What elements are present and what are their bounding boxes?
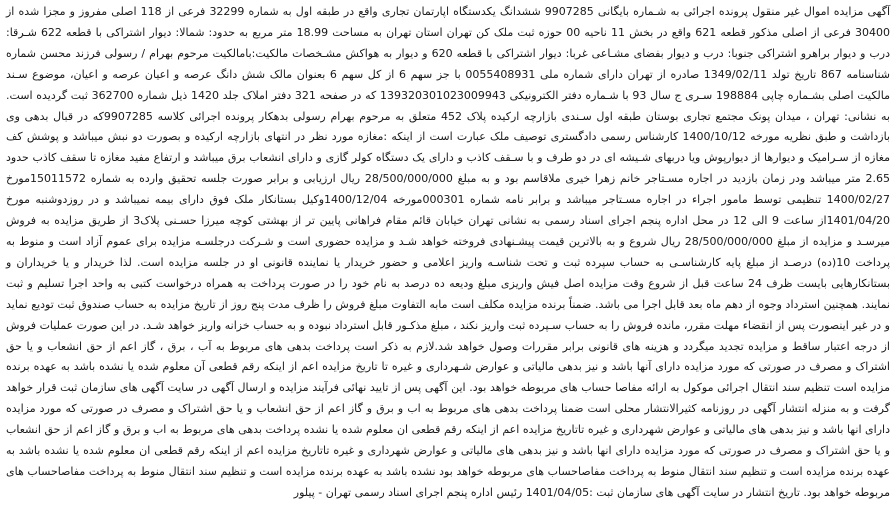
auction-notice-text: آگهی مزایده اموال غیر منقول پرونده اجرائی به شـماره بایگانی 9907285 ششدانگ یکدستگاه اپارتمان تجاری واقع در طبقه اول به شماره 32299 فرعی از 118 اصلی مفروز و مجزا شده از 30400 فرعی از اصلی مذکور قطعه 621 واقع در بخش 11 ناحیه 00 حوزه ثبت ملک کن تهران استان تهران به مساحت 18.99 متر مربع به حدود: شمالا: دیوار اشتراکی با قطعه 622 شـرقا: درب و دیوار براهرو اشتراکی جنوبا: درب و دیوار بفضای مشـاعی غربا: دیوار اشتراکی با قطعه 620 و دیوار به هواکش مشـخصات مالکیت:بامالکیت مرحوم بهرام / رسولی فرزند محسن شماره شناسنامه 867 تاریخ تولد 1349/02/11 صادره از تهران دارای شماره ملی 0055408931 با جز سهم 6 از کل سهم 6 بعنوان مالک شش دانگ عرصه و اعیان عرصه و اعیان، موضوع سـند مالکیت اصلی بشـماره چاپی 198884 سـری ج سال 93 با شـماره دفتر الکترونیکی 139320301023009943 که در صفحه 321 دفتر املاک جلد 1420 ذیل شماره 362700 ثبت گردیده است. به نشانی: تهران ، میدان پونک مجتمع تجاری بوستان طبقه اول سـندی بازارچه ارکیده پلاک 452 متعلق به مرحوم بهرام رسولی بدهکار پرونده اجرائی کلاسه 9907285که در قبال بدهی وی بازداشت و طبق نظریه مورخه 1400/10/12 کارشناس رسمی دادگستری توصیف ملک عبارت است از اینکه :مغازه مورد نظر در انتهای بازارچه ارکیده و بصورت دو نبش میباشد و پوشش کف مغازه از سـرامیک و دیوارها از دیوارپوش ویا دربهای شـیشه ای در دو طرف و با سـقف کاذب و دارای یک دستگاه کولر گازی و دارای انشعاب برق میباشد و ارتفاع مفید مغازه تا سقف کاذب حدود 2.65 متر میباشد ودر زمان بازدید در اجاره مسـتاجر خانم زهرا خیری ملاقاسم بود و به مبلغ 28/500/000/000 ریال ارزیابی و برابر صورت جلسه تحقیق وارده به شماره 15011572مورخ 1400/02/27 تنظیمی توسط مامور اجراء در اجاره مسـتاجر میباشد و برابر نامه شماره 000301مورخه 1400/12/04وکیل بستانکار ملک فوق دارای بیمه نمیباشد و در روزدوشنبه مورخ 1401/04/20از ساعت 9 الی 12 در محل اداره پنجم اجرای اسناد رسمی به نشانی تهران خیابان قائم مقام فراهانی پایین تر از بهشتی کوچه میرزا حسـنی پلاک3 از طریق مزایده به فروش میرسـد و مزایده از مبلغ 28/500/000/000 ریال شروع و به بالاترین قیمت پیشـنهادی فروخته خواهد شـد و مزایده حضوری است و شـرکت درجلسـه مزایده برای عموم آزاد است و منوط به پرداخت 10(ده) درصـد از مبلغ پایه کارشناسـی به حساب سپرده ثبت و تحت شناسـه واریز اعلامی و حضور خریدار یا نماینده قانونی او در جلسه مزایده است. لذا خریدار و یا خریداران و بستانکارهایی بایست ظرف 24 ساعت قبل از شروع وقت مزایده اصل فیش واریزی مبلغ ودیعه ده درصد به نام خود را در صورت پرداخت به همراه درخواست کتبی به واحد اجرا تسلیم و ثبت نمایند. همچنین استرداد وجوه از دهم ماه بعد قابل اجرا می باشد. ضمناً برنده مزایده مکلف است مابه التفاوت مبلغ فروش را ظرف مدت پنج روز از تاریخ مزایده به حساب صندوق ثبت تودیع نماید و در غیر اینصورت پس از انقضاء مهلت مقرر، مانده فروش را به حساب سـپرده ثبت واریز نکند ، مبلغ مذکـور قابل استرداد نبوده و به حساب خزانه واریز خواهد شـد. در این صورت عملیات فروش از درجه اعتبار ساقط و مزایده تجدید میگردد و هزینه های قانونی برابر مقررات وصول خواهد شد.لازم به ذکر است پرداخت بدهی های مربوط به آب ، برق ، گاز اعم از حق انشعاب و یا حق اشتراک و مصرف در صورتی که مورد مزایده دارای آنها باشد و نیز بدهی مالیاتی و عوارض شـهرداری و غیره تا تاریخ مزایده اعم از اینکه رقم قطعی آن معلوم شده یا نشده باشد به عهده برنده مزایده است تنظیم سند انتقال اجرائی موکول به ارائه مفاصا حساب های مربوطه خواهد بود. این آگهی پس از تایید نهائی فرآیند مزایده و ارسال آگهی در سایت آگهی های سازمان ثبت قرار خواهد گرفت و به منزله انتشار آگهی در روزنامه کثیرالانتشار محلی است ضمنا پرداخت بدهی های مربوط به اب و برق و گاز اعم از حق انشعاب و یا حق اشتراک و مصرف در صورتی که مورد مزایده دارای انها باشد و نیز بدهی های مالیاتی و عوارض شهرداری و غیره تاتاریخ مزایده اعم از اینکه رقم قطعی ان معلوم شده یا نشده پرداخت بدهی های مربوط به اب و برق و گاز اعم از حق انشعاب و یا حق اشتراک و مصرف در صورتی که مورد مزایده دارای انها باشد و نیز بدهی های مالیاتی و عوارض شهرداری و غیره تاتاریخ مزایده اعم از اینکه رقم قطعی ان معلوم شده یا نشده باشد به عهده برنده مزایده است و تنظیم سند انتقال منوط به پرداخت مفاصاحساب های مربوطه خواهد بود نشده باشد به عهده برنده مزایده است و تنظیم سند انتقال منوط به پرداخت مفاصاحساب های مربوطه خواهد بود. تاریخ انتشار در سایت آگهی های سازمان ثبت :1401/04/05 رئیس اداره پنجم اجرای اسناد رسمی تهران - پیلور: [6, 5, 891, 499]
